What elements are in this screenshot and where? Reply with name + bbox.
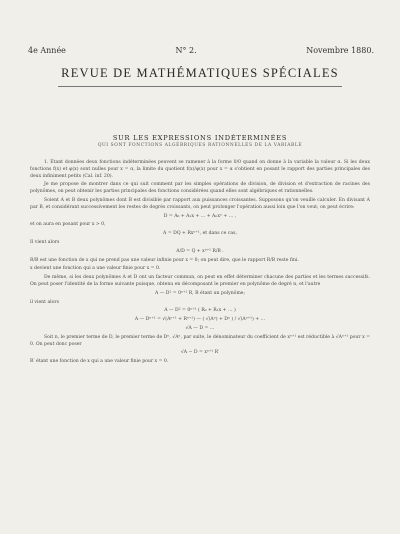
paragraph [30, 258, 370, 265]
text-line: variable la valeur α. Si les deux fonctions f(x) et φ(x) sont nulles pour x = α, la limite du quotient [30, 160, 370, 172]
formula: A — Dⁿ⁺¹ = √(Aⁿ⁺¹ + Rⁿ⁺¹) — ( √(Aⁿ) + Dⁿ ) / √(Aⁿ⁺¹) + … [134, 317, 266, 323]
formula: A — D² = 0ⁿ⁺¹ R, R étant un polynôme; [154, 290, 246, 296]
text-line: peut prolonger l'opération aussi loin que l'on veut; on peut écrire: [200, 204, 355, 210]
issue-date: Novembre 1880. [306, 46, 374, 55]
text-line: Soient A et B deux polynômes dont B est divisible par rapport aux puissances croissantes. Supposons [44, 197, 286, 203]
text-line: De même, si les deux polynômes A et D ont un facteur commun, on peut en effet déterminer [44, 275, 265, 281]
article-title: SUR LES EXPRESSIONS INDÉTERMINÉES [112, 134, 288, 142]
text-line: R/B est une fonction de x qui ne prend pas une valeur infinie pour x = 0; on peut dire, que le [30, 257, 248, 263]
formula: A/D = Q + xⁿ⁺¹ R/B . [176, 248, 224, 254]
text-line: 1. Étant données deux fonctions indéterminées peuvent se ramener à la forme 0/0 quand on donne à la [44, 160, 294, 165]
text-line: rapport R/B reste fini. [247, 257, 299, 263]
paragraph [30, 198, 370, 212]
formula: √A − D = xⁿ⁺¹ R′ [180, 350, 220, 356]
text-line: Soit n, le premier terme de D, le premier terme de Dⁿ, √Aⁿ, par suite, le dénominateur du [44, 334, 255, 340]
formula: A = DQ + Rxⁿ⁺¹, et dans ce cas, [163, 231, 237, 237]
text-line: division et d'extraction de racines des polynômes, on peut obtenir les parties principales des fonctions [30, 182, 370, 195]
issue-number: N° 2. [175, 46, 197, 55]
text-line: f(x)/φ(x) pour x = α s'obtient en posant le rapport des parties principales des deux infiniment petits [30, 166, 370, 179]
text-line: Il vient alors [30, 239, 60, 245]
text-line: (Cal. inf. 20). [82, 173, 113, 179]
text-line: x devient une fonction qui a une valeur finie pour x = 0. [30, 266, 161, 272]
paragraph [30, 266, 370, 273]
text-line: considérées quand elles sont algébriques et rationnelles. [180, 189, 314, 195]
issue-year: 4e Année [28, 46, 66, 55]
formula: A — D² = 0ⁿ⁺¹ ( R₀ + R₁x + … ) [164, 308, 236, 314]
paragraph [30, 182, 370, 196]
text-line: il vient alors [30, 299, 59, 305]
paragraph [30, 160, 370, 180]
text-line: R′ étant une fonction de x qui a une valeur finie pour x = 0. [30, 359, 169, 365]
title-rule [58, 86, 342, 87]
paragraph [30, 335, 370, 349]
text-line: Je me propose de montrer dans ce qui suit comment par les simples opérations de division, de [44, 182, 278, 188]
journal-title: REVUE DE MATHÉMATIQUES SPÉCIALES [61, 66, 339, 80]
formula: D = A₀ + A₁x + … + Aₙxⁿ + … , [163, 213, 237, 219]
formula: √A — D = … [185, 325, 215, 331]
paragraph [30, 275, 370, 289]
text-line: chacune des parties et les termes successifs. On peut poser l'identité de la forme suivante puisque, [30, 275, 371, 287]
text-line: coefficient de xⁿ⁺¹ est réductible à √Aⁿ⁺¹ pour x = 0. On peut donc poser [30, 334, 371, 347]
article-body [30, 160, 370, 368]
text-line: qu'on veuille calculer. En divisant A par B, et considérant successivement les restes de degrés croissants, on [30, 197, 371, 210]
text-line: et on aura en posant pour x > 0, [30, 222, 106, 228]
article-subtitle: QUI SONT FONCTIONS ALGÉBRIQUES RATIONNELLES DE LA VARIABLE [97, 143, 303, 148]
issue-header [28, 46, 374, 55]
text-line: obtenu en décomposant le premier en polynôme de degré n, et l'autre [157, 281, 321, 287]
